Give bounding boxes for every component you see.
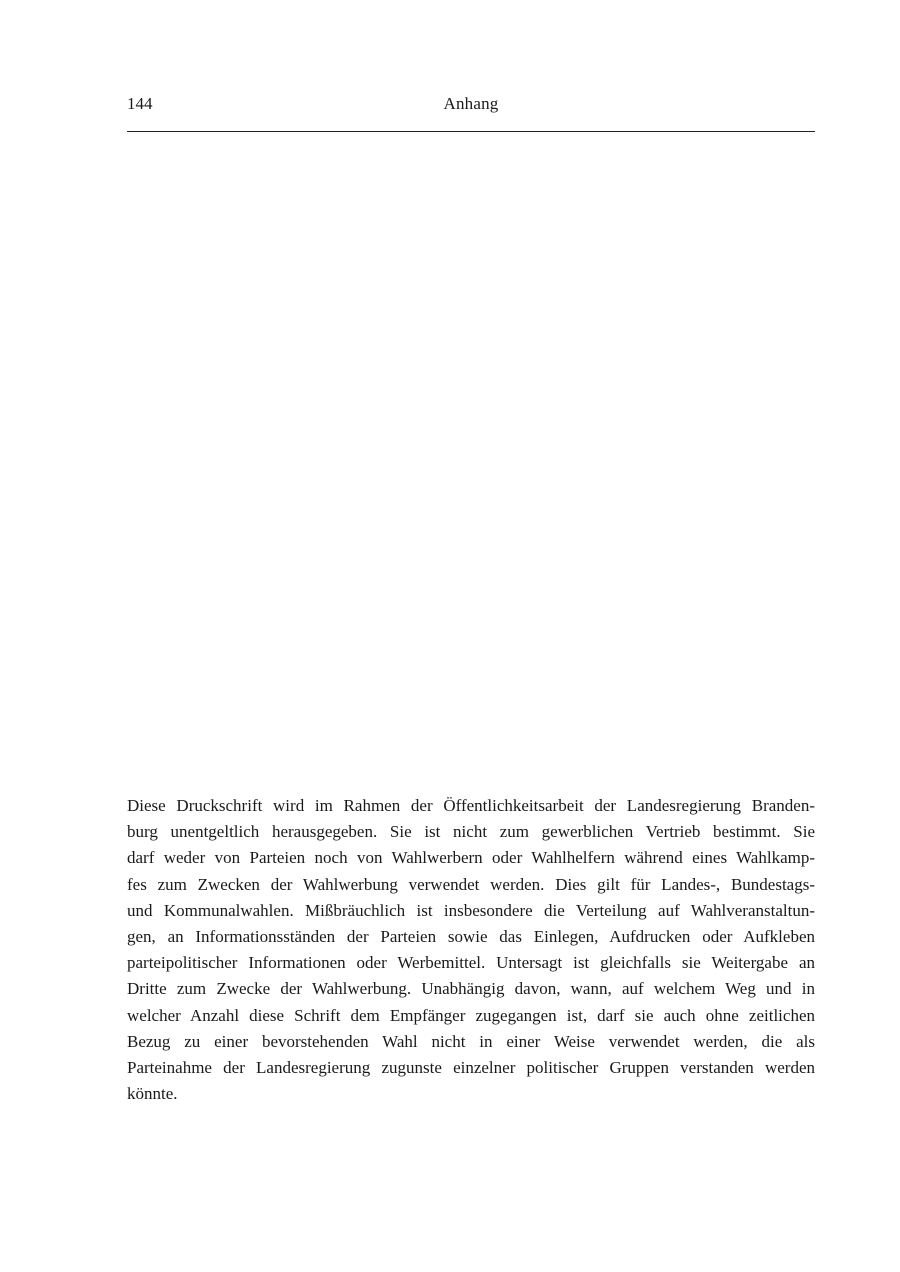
text-line: könnte. (127, 1084, 178, 1104)
text-line: Diese Druckschrift wird im Rahmen der Öffentlichkeitsarbeit der Landesregierung Branden- (127, 796, 815, 815)
text-line: und Kommunalwahlen. Mißbräuchlich ist insbesondere die Verteilung auf Wahlveranstaltun- (127, 900, 815, 920)
text-line: fes zum Zwecken der Wahlwerbung verwendet werden. Dies gilt für Landes-, Bundestags- (127, 874, 815, 894)
text-line: gen, an Informationsständen der Parteien sowie das Einlegen, Aufdrucken oder Aufkleben (127, 927, 815, 947)
text-line: burg unentgeltlich herausgegeben. Sie ist nicht zum gewerblichen Vertrieb bestimmt. Sie (127, 822, 815, 842)
running-title: Anhang (443, 94, 499, 113)
disclaimer-paragraph (127, 793, 815, 1107)
text-line: darf weder von Parteien noch von Wahlwerbern oder Wahlhelfern während eines Wahlkamp- (127, 848, 815, 868)
header-rule (127, 131, 815, 132)
text-line: Dritte zum Zwecke der Wahlwerbung. Unabhängig davon, wann, auf welchem Weg und in (127, 979, 815, 999)
text-line: welcher Anzahl diese Schrift dem Empfänger zugegangen ist, darf sie auch ohne zeitlichen (127, 1005, 815, 1025)
page-number: 144 (127, 94, 153, 113)
text-line: Bezug zu einer bevorstehenden Wahl nicht in einer Weise verwendet werden, die als (127, 1031, 815, 1051)
text-line: Parteinahme der Landesregierung zugunste einzelner politischer Gruppen verstanden werden (127, 1058, 815, 1078)
text-line: parteipolitischer Informationen oder Werbemittel. Untersagt ist gleichfalls sie Weitergabe an (127, 953, 815, 973)
